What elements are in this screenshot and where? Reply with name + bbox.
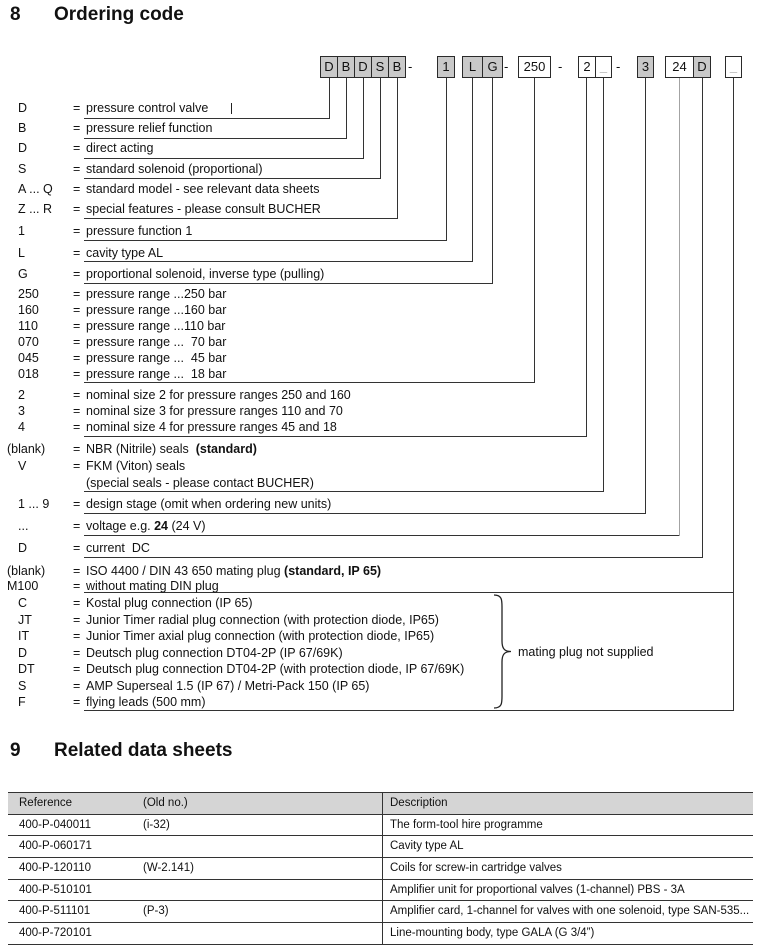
cell-reference: 400-P-510101 [19, 883, 92, 896]
code-definition-row [0, 224, 761, 239]
equals-sign: = [73, 564, 81, 578]
leader-hline [84, 178, 380, 179]
code-description: without mating DIN plug [86, 579, 219, 593]
ordering-code-box: 2 [578, 56, 596, 78]
column-divider [382, 858, 383, 879]
equals-sign: = [73, 267, 81, 281]
code-definition-row [0, 267, 761, 282]
code-description: Junior Timer axial plug connection (with protection diode, IP65) [86, 629, 435, 643]
equals-sign: = [73, 388, 81, 402]
code-value: 3 [18, 404, 25, 418]
ordering-code-box: S [371, 56, 389, 78]
equals-sign: = [73, 646, 81, 660]
code-definition-row [0, 351, 761, 366]
code-value: D [18, 541, 28, 555]
code-description: Deutsch plug connection DT04-2P (with protection diode, IP 67/69K) [86, 662, 465, 676]
code-description: direct acting [86, 141, 154, 155]
equals-sign: = [73, 162, 81, 176]
related-data-sheets-table [8, 792, 753, 945]
code-value: 070 [18, 335, 39, 349]
code-description: Junior Timer radial plug connection (with protection diode, IP65) [86, 613, 439, 627]
equals-sign: = [73, 596, 81, 610]
equals-sign: = [73, 224, 81, 238]
equals-sign: = [73, 541, 81, 555]
code-description: FKM (Viton) seals [86, 459, 186, 473]
code-definition-row [0, 101, 761, 116]
code-description: standard model - see relevant data sheets [86, 182, 320, 196]
code-definition-row [0, 319, 761, 334]
table-row [8, 923, 753, 945]
code-value: L [18, 246, 25, 260]
cell-reference: 400-P-720101 [19, 927, 92, 940]
ordering-code-box: D [320, 56, 338, 78]
column-divider [382, 880, 383, 901]
code-description: (special seals - please contact BUCHER) [86, 476, 314, 490]
code-value: D [18, 101, 28, 115]
code-value: B [18, 121, 27, 135]
leader-hline [84, 138, 346, 139]
equals-sign: = [73, 579, 81, 593]
ordering-code-box: B [337, 56, 355, 78]
code-value: 110 [18, 319, 38, 333]
section9-title: Related data sheets [54, 740, 233, 761]
code-description: pressure range ...250 bar [86, 287, 227, 301]
equals-sign: = [73, 497, 81, 511]
column-divider [382, 901, 383, 922]
code-description: ISO 4400 / DIN 43 650 mating plug (standard, IP 65) [86, 564, 382, 578]
code-definition-row [0, 287, 761, 302]
code-value: A ... Q [18, 182, 53, 196]
code-definition-row [0, 141, 761, 156]
equals-sign: = [73, 420, 81, 434]
code-description: pressure function 1 [86, 224, 193, 238]
code-definition-row [0, 162, 761, 177]
leader-hline [84, 118, 329, 119]
code-definition-row [0, 246, 761, 261]
code-value: C [18, 596, 28, 610]
equals-sign: = [73, 695, 81, 709]
leader-hline [84, 491, 603, 492]
ordering-code-box: 24 [665, 56, 694, 78]
column-divider [382, 923, 383, 944]
ordering-code-box: D [354, 56, 372, 78]
code-description: AMP Superseal 1.5 (IP 67) / Metri-Pack 150 (IP 65) [86, 679, 370, 693]
code-value: ... [18, 519, 29, 533]
table-row [8, 815, 753, 837]
equals-sign: = [73, 442, 81, 456]
code-definition-row [0, 541, 761, 556]
leader-hline [84, 557, 702, 558]
ordering-code-box: 1 [437, 56, 455, 78]
cell-description: Coils for screw-in cartridge valves [390, 862, 562, 875]
equals-sign: = [73, 367, 81, 381]
code-definition-row [0, 420, 761, 435]
code-description: NBR (Nitrile) seals (standard) [86, 442, 257, 456]
code-definition-row [0, 476, 761, 491]
equals-sign: = [73, 404, 81, 418]
cell-description: Amplifier card, 1-channel for valves with one solenoid, type SAN-535... [390, 905, 750, 918]
code-separator: - [616, 59, 621, 74]
code-description: pressure relief function [86, 121, 213, 135]
leader-hline [84, 710, 733, 711]
leader-hline [84, 240, 446, 241]
cell-old-no: (W-2.141) [143, 862, 194, 875]
equals-sign: = [73, 519, 81, 533]
code-value: M100 [7, 579, 39, 593]
leader-hline [84, 283, 492, 284]
section8-number: 8 [10, 4, 21, 25]
equals-sign: = [73, 287, 81, 301]
equals-sign: = [73, 121, 81, 135]
cell-description: Line-mounting body, type GALA (G 3/4”) [390, 927, 595, 940]
code-description: voltage e.g. 24 (24 V) [86, 519, 206, 533]
code-description: pressure range ... 18 bar [86, 367, 227, 381]
code-definition-row [0, 695, 761, 710]
table-row [8, 880, 753, 902]
code-definition-row [0, 579, 761, 594]
code-definition-row [0, 679, 761, 694]
cell-description: The form-tool hire programme [390, 818, 543, 831]
equals-sign: = [73, 202, 81, 216]
cell-old-no: (P-3) [143, 905, 169, 918]
code-value: F [18, 695, 26, 709]
column-header-old-no: (Old no.) [143, 797, 188, 809]
code-description: Deutsch plug connection DT04-2P (IP 67/69K) [86, 646, 343, 660]
code-definition-row [0, 662, 761, 677]
column-divider [382, 815, 383, 836]
equals-sign: = [73, 459, 81, 473]
code-value: 1 ... 9 [18, 497, 50, 511]
code-definition-row [0, 182, 761, 197]
ordering-code-box: D [693, 56, 711, 78]
cell-reference: 400-P-120110 [19, 862, 92, 875]
cell-reference: 400-P-040011 [19, 818, 92, 831]
ordering-code-box: _ [595, 56, 612, 78]
code-value: D [18, 141, 28, 155]
column-divider [382, 836, 383, 857]
table-row [8, 901, 753, 923]
ordering-code-box: B [388, 56, 406, 78]
equals-sign: = [73, 351, 81, 365]
code-value: JT [18, 613, 32, 627]
code-description: Kostal plug connection (IP 65) [86, 596, 253, 610]
code-description: pressure control valve [86, 101, 209, 115]
code-description: pressure range ... 45 bar [86, 351, 227, 365]
code-value: Z ... R [18, 202, 53, 216]
table-body [8, 815, 753, 945]
code-value: S [18, 162, 27, 176]
code-description: current DC [86, 541, 150, 555]
code-definition-row [0, 335, 761, 350]
code-definition-row [0, 613, 761, 628]
code-value: G [18, 267, 28, 281]
code-separator: - [504, 59, 509, 74]
leader-hline [84, 535, 679, 536]
leader-hline [84, 158, 363, 159]
ordering-code-box: L [462, 56, 483, 78]
leader-hline [84, 218, 397, 219]
code-description: pressure range ... 70 bar [86, 335, 227, 349]
leader-hline [84, 436, 586, 437]
code-definition-row [0, 121, 761, 136]
text-cursor [231, 103, 232, 114]
code-definition-row [0, 367, 761, 382]
code-value: (blank) [7, 442, 46, 456]
code-value: DT [18, 662, 35, 676]
equals-sign: = [73, 141, 81, 155]
code-value: D [18, 646, 28, 660]
equals-sign: = [73, 101, 81, 115]
equals-sign: = [73, 182, 81, 196]
equals-sign: = [73, 335, 81, 349]
code-value: (blank) [7, 564, 46, 578]
code-definition-row [0, 519, 761, 534]
code-definition-row [0, 303, 761, 318]
cell-reference: 400-P-511101 [19, 905, 91, 918]
ordering-code-box: _ [725, 56, 742, 78]
section9-number: 9 [10, 740, 21, 761]
code-description: standard solenoid (proportional) [86, 162, 263, 176]
column-header-reference: Reference [19, 797, 73, 809]
ordering-code-box: 3 [637, 56, 654, 78]
code-value: 2 [18, 388, 25, 402]
leader-hline [84, 261, 472, 262]
code-definition-row [0, 497, 761, 512]
cell-old-no: (i-32) [143, 818, 170, 831]
cell-reference: 400-P-060171 [19, 840, 92, 853]
equals-sign: = [73, 662, 81, 676]
equals-sign: = [73, 303, 81, 317]
code-value: IT [18, 629, 30, 643]
column-divider [382, 793, 383, 814]
code-value: 160 [18, 303, 39, 317]
curly-brace-icon [492, 594, 514, 709]
table-row [8, 858, 753, 880]
code-separator: - [408, 59, 413, 74]
code-definition-row [0, 202, 761, 217]
code-description: design stage (omit when ordering new units) [86, 497, 332, 511]
code-description: proportional solenoid, inverse type (pulling) [86, 267, 325, 281]
equals-sign: = [73, 629, 81, 643]
ordering-code-box: 250 [518, 56, 551, 78]
mating-plug-note: mating plug not supplied [518, 645, 654, 659]
code-description: flying leads (500 mm) [86, 695, 206, 709]
leader-hline [84, 382, 534, 383]
code-value: 250 [18, 287, 39, 301]
cell-description: Amplifier unit for proportional valves (1-channel) PBS - 3A [390, 883, 685, 896]
code-value: 045 [18, 351, 39, 365]
code-description: special features - please consult BUCHER [86, 202, 321, 216]
cell-description: Cavity type AL [390, 840, 464, 853]
code-definition-row [0, 629, 761, 644]
ordering-code-box: G [482, 56, 503, 78]
table-header-row [8, 793, 753, 815]
table-row [8, 836, 753, 858]
code-definition-row [0, 442, 761, 457]
code-description: pressure range ...160 bar [86, 303, 227, 317]
code-definition-row [0, 404, 761, 419]
code-definition-row [0, 564, 761, 579]
equals-sign: = [73, 246, 81, 260]
code-description: nominal size 3 for pressure ranges 110 and 70 [86, 404, 343, 418]
code-value: 4 [18, 420, 25, 434]
equals-sign: = [73, 319, 81, 333]
code-description: nominal size 2 for pressure ranges 250 and 160 [86, 388, 351, 402]
code-description: cavity type AL [86, 246, 164, 260]
code-value: 018 [18, 367, 39, 381]
code-value: S [18, 679, 27, 693]
code-description: nominal size 4 for pressure ranges 45 and 18 [86, 420, 337, 434]
equals-sign: = [73, 613, 81, 627]
code-definition-row [0, 459, 761, 474]
section8-title: Ordering code [54, 4, 184, 25]
code-definition-row [0, 388, 761, 403]
leader-hline [84, 513, 645, 514]
column-header-description: Description [390, 797, 448, 809]
code-definition-row [0, 596, 761, 611]
code-value: V [18, 459, 27, 473]
code-description: pressure range ...110 bar [86, 319, 226, 333]
code-separator: - [558, 59, 563, 74]
code-value: 1 [18, 224, 25, 238]
equals-sign: = [73, 679, 81, 693]
